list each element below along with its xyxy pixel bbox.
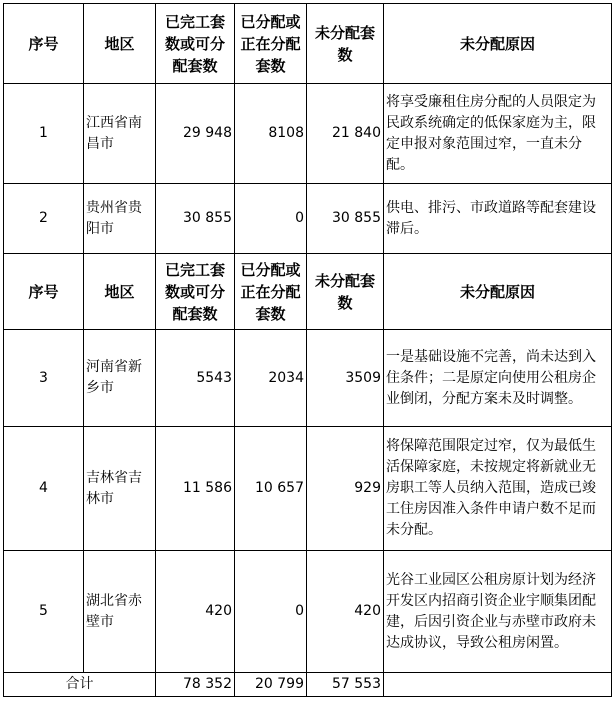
header-cell: 未分配原因 (384, 4, 612, 84)
row-region: 江西省南昌市 (84, 84, 156, 184)
row-reason: 光谷工业园区公租房原计划为经济开发区内招商引资企业宇顺集团配建，后因引资企业与赤壁市政府未达成协议，导致公租房闲置。 (384, 551, 612, 673)
unallocated-housing-table (3, 3, 612, 697)
total-label: 合计 (4, 673, 156, 697)
row-reason: 将保障范围限定过窄，仅为最低生活保障家庭，未按规定将新就业无房职工等人员纳入范围，造成已竣工住房因准入条件申请户数不足而未分配。 (384, 427, 612, 551)
row-allocated: 8108 (235, 84, 307, 184)
header-cell: 地区 (84, 4, 156, 84)
header-cell: 未分配套数 (307, 254, 384, 330)
row-allocated: 0 (235, 551, 307, 673)
row-unallocated: 3509 (307, 330, 384, 427)
header-cell: 未分配原因 (384, 254, 612, 330)
row-index: 2 (4, 184, 84, 254)
row-allocated: 10 657 (235, 427, 307, 551)
header-cell: 已完工套数或可分配套数 (156, 254, 235, 330)
table-total-row (4, 673, 612, 697)
total-reason (384, 673, 612, 697)
row-completed: 11 586 (156, 427, 235, 551)
row-index: 3 (4, 330, 84, 427)
row-allocated: 2034 (235, 330, 307, 427)
table-row (4, 84, 612, 184)
row-index: 4 (4, 427, 84, 551)
row-index: 1 (4, 84, 84, 184)
row-completed: 30 855 (156, 184, 235, 254)
row-unallocated: 30 855 (307, 184, 384, 254)
table-row (4, 427, 612, 551)
row-unallocated: 420 (307, 551, 384, 673)
header-cell: 序号 (4, 4, 84, 84)
row-unallocated: 929 (307, 427, 384, 551)
row-reason: 一是基础设施不完善，尚未达到入住条件；二是原定向使用公租房企业倒闭，分配方案未及时调整。 (384, 330, 612, 427)
header-cell: 已分配或正在分配套数 (235, 254, 307, 330)
total-allocated: 20 799 (235, 673, 307, 697)
total-unallocated: 57 553 (307, 673, 384, 697)
total-completed: 78 352 (156, 673, 235, 697)
row-reason: 将享受廉租住房分配的人员限定为民政系统确定的低保家庭为主，限定申报对象范围过窄，一直未分配。 (384, 84, 612, 184)
row-index: 5 (4, 551, 84, 673)
row-region: 吉林省吉林市 (84, 427, 156, 551)
header-cell: 未分配套数 (307, 4, 384, 84)
table-row (4, 551, 612, 673)
row-region: 河南省新乡市 (84, 330, 156, 427)
row-completed: 420 (156, 551, 235, 673)
table-header-row-repeat (4, 254, 612, 330)
row-completed: 29 948 (156, 84, 235, 184)
header-cell: 地区 (84, 254, 156, 330)
row-reason: 供电、排污、市政道路等配套建设滞后。 (384, 184, 612, 254)
table-row (4, 330, 612, 427)
row-region: 湖北省赤壁市 (84, 551, 156, 673)
row-completed: 5543 (156, 330, 235, 427)
header-cell: 已分配或正在分配套数 (235, 4, 307, 84)
row-allocated: 0 (235, 184, 307, 254)
header-cell: 序号 (4, 254, 84, 330)
table-row (4, 184, 612, 254)
table-header-row (4, 4, 612, 84)
row-unallocated: 21 840 (307, 84, 384, 184)
row-region: 贵州省贵阳市 (84, 184, 156, 254)
header-cell: 已完工套数或可分配套数 (156, 4, 235, 84)
